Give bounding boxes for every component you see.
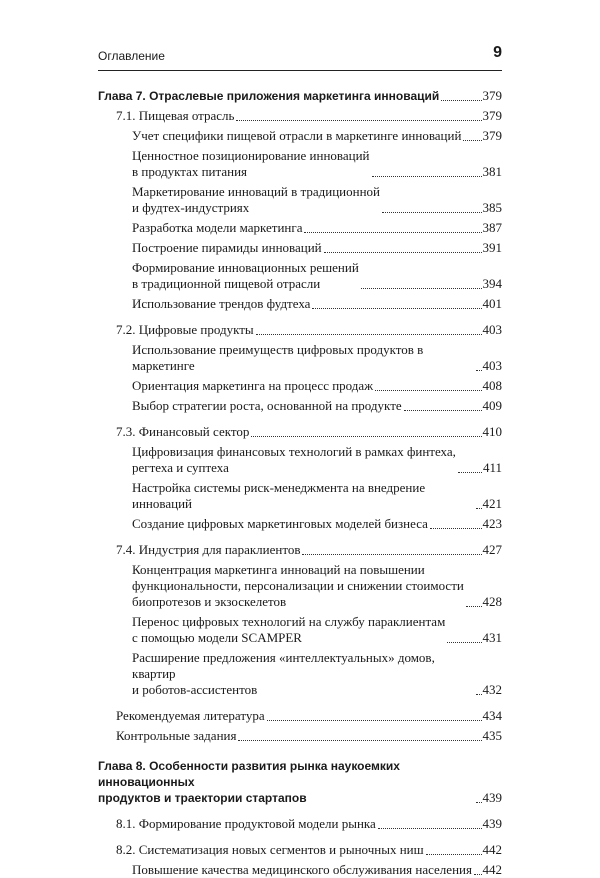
toc-entry-page: 408 bbox=[482, 378, 502, 393]
toc-entry-page: 421 bbox=[482, 496, 502, 511]
toc-entry-page: 391 bbox=[482, 240, 502, 255]
toc-leader-dots bbox=[476, 801, 482, 803]
toc-leader-dots bbox=[463, 139, 481, 141]
table-of-contents bbox=[98, 88, 502, 878]
toc-item[interactable] bbox=[98, 260, 502, 292]
toc-entry-title: Глава 8. Особенности развития рынка наукоемких инновационных продуктов и траектории стартапов bbox=[98, 759, 400, 805]
toc-entry-title: Использование преимуществ цифровых продуктов в маркетинге bbox=[132, 342, 424, 373]
toc-leader-dots bbox=[375, 389, 481, 391]
toc-leader-dots bbox=[382, 211, 482, 213]
toc-item[interactable] bbox=[98, 220, 502, 236]
toc-leader-dots bbox=[267, 719, 482, 721]
toc-entry-page: 423 bbox=[482, 516, 502, 531]
toc-entry-title: Выбор стратегии роста, основанной на продукте bbox=[132, 398, 402, 413]
toc-entry-page: 434 bbox=[482, 708, 502, 723]
toc-entry-page: 381 bbox=[482, 164, 502, 179]
toc-entry-title: Контрольные задания bbox=[116, 728, 237, 743]
toc-entry-title: 7.2. Цифровые продукты bbox=[116, 322, 254, 337]
toc-leader-dots bbox=[476, 507, 482, 509]
toc-entry-title: Учет специфики пищевой отрасли в маркетинге инноваций bbox=[132, 128, 462, 143]
toc-item[interactable] bbox=[98, 398, 502, 414]
toc-section-7-3[interactable] bbox=[98, 424, 502, 440]
toc-item[interactable] bbox=[98, 516, 502, 532]
toc-section-8-2[interactable] bbox=[98, 842, 502, 858]
toc-leader-dots bbox=[236, 119, 481, 121]
toc-chapter-7[interactable] bbox=[98, 88, 502, 104]
toc-item[interactable] bbox=[98, 184, 502, 216]
toc-section-7-2[interactable] bbox=[98, 322, 502, 338]
toc-leader-dots bbox=[304, 231, 481, 233]
toc-item[interactable] bbox=[98, 148, 502, 180]
toc-entry-title: Глава 7. Отраслевые приложения маркетинга инноваций bbox=[98, 89, 440, 103]
toc-entry-title: Цифровизация финансовых технологий в рамках финтеха, регтеха и суптеха bbox=[132, 444, 456, 475]
toc-entry-page: 387 bbox=[482, 220, 502, 235]
toc-entry-title: Маркетирование инноваций в традиционной и фудтех-индустриях bbox=[132, 184, 380, 215]
toc-leader-dots bbox=[476, 369, 482, 371]
toc-leader-dots bbox=[256, 333, 482, 335]
toc-entry-title: Использование трендов фудтеха bbox=[132, 296, 311, 311]
toc-entry-page: 442 bbox=[482, 862, 502, 877]
toc-entry-page: 439 bbox=[482, 790, 502, 805]
toc-entry-title: Формирование инновационных решений в традиционной пищевой отрасли bbox=[132, 260, 359, 291]
toc-entry-title: Создание цифровых маркетинговых моделей бизнеса bbox=[132, 516, 428, 531]
toc-leader-dots bbox=[251, 435, 481, 437]
toc-entry-title: Разработка модели маркетинга bbox=[132, 220, 303, 235]
toc-entry-page: 428 bbox=[482, 594, 502, 609]
toc-entry-title: 8.1. Формирование продуктовой модели рынка bbox=[116, 816, 376, 831]
toc-entry-title: 7.3. Финансовый сектор bbox=[116, 424, 250, 439]
toc-leader-dots bbox=[302, 553, 481, 555]
toc-leader-dots bbox=[426, 853, 482, 855]
toc-entry-title: 7.4. Индустрия для параклиентов bbox=[116, 542, 301, 557]
toc-item[interactable] bbox=[98, 614, 502, 646]
toc-item[interactable] bbox=[98, 562, 502, 610]
toc-control-tasks[interactable] bbox=[98, 728, 502, 744]
toc-entry-page: 431 bbox=[482, 630, 502, 645]
toc-entry-title: Концентрация маркетинга инноваций на повышении функциональности, персонализации и снижении стоимости биопротезов и экзоскелетов bbox=[132, 562, 464, 609]
toc-entry-page: 394 bbox=[482, 276, 502, 291]
running-header bbox=[98, 44, 502, 71]
toc-section-8-1[interactable] bbox=[98, 816, 502, 832]
toc-leader-dots bbox=[458, 471, 482, 473]
toc-item[interactable] bbox=[98, 128, 502, 144]
toc-item[interactable] bbox=[98, 296, 502, 312]
toc-leader-dots bbox=[404, 409, 482, 411]
toc-leader-dots bbox=[372, 175, 482, 177]
toc-entry-page: 427 bbox=[482, 542, 502, 557]
toc-entry-title: Перенос цифровых технологий на службу параклиентам с помощью модели SCAMPER bbox=[132, 614, 446, 645]
toc-entry-page: 403 bbox=[482, 322, 502, 337]
toc-leader-dots bbox=[474, 873, 482, 875]
toc-item[interactable] bbox=[98, 650, 502, 698]
toc-item[interactable] bbox=[98, 378, 502, 394]
toc-entry-title: Повышение качества медицинского обслуживания населения bbox=[132, 862, 472, 877]
toc-entry-title: Ориентация маркетинга на процесс продаж bbox=[132, 378, 374, 393]
toc-entry-page: 379 bbox=[482, 108, 502, 123]
toc-entry-page: 432 bbox=[482, 682, 502, 697]
toc-entry-title: 8.2. Систематизация новых сегментов и рыночных ниш bbox=[116, 842, 424, 857]
toc-entry-page: 442 bbox=[482, 842, 502, 857]
toc-item[interactable] bbox=[98, 240, 502, 256]
toc-leader-dots bbox=[466, 605, 482, 607]
toc-leader-dots bbox=[312, 307, 481, 309]
toc-leader-dots bbox=[361, 287, 482, 289]
toc-leader-dots bbox=[324, 251, 482, 253]
header-title: Оглавление bbox=[98, 49, 165, 63]
toc-entry-title: Расширение предложения «интеллектуальных» домов, квартир и роботов-ассистентов bbox=[132, 650, 435, 697]
toc-entry-page: 403 bbox=[482, 358, 502, 373]
toc-entry-page: 401 bbox=[482, 296, 502, 311]
page-number: 9 bbox=[493, 44, 502, 61]
toc-entry-page: 379 bbox=[482, 88, 502, 103]
toc-entry-page: 409 bbox=[482, 398, 502, 413]
toc-entry-page: 439 bbox=[482, 816, 502, 831]
toc-item[interactable] bbox=[98, 480, 502, 512]
toc-leader-dots bbox=[476, 693, 482, 695]
toc-leader-dots bbox=[430, 527, 482, 529]
toc-leader-dots bbox=[441, 99, 481, 101]
toc-entry-title: Ценностное позиционирование инноваций в продуктах питания bbox=[132, 148, 370, 179]
toc-leader-dots bbox=[447, 641, 481, 643]
toc-entry-page: 379 bbox=[482, 128, 502, 143]
toc-entry-title: 7.1. Пищевая отрасль bbox=[116, 108, 235, 123]
toc-item[interactable] bbox=[98, 342, 502, 374]
toc-item[interactable] bbox=[98, 862, 502, 878]
toc-section-7-4[interactable] bbox=[98, 542, 502, 558]
toc-section-7-1[interactable] bbox=[98, 108, 502, 124]
toc-entry-title: Настройка системы риск-менеджмента на внедрение инноваций bbox=[132, 480, 426, 511]
toc-entry-page: 411 bbox=[482, 460, 502, 475]
toc-entry-title: Рекомендуемая литература bbox=[116, 708, 265, 723]
toc-recommended-literature[interactable] bbox=[98, 708, 502, 724]
toc-chapter-8[interactable] bbox=[98, 758, 502, 806]
toc-entry-page: 435 bbox=[482, 728, 502, 743]
toc-entry-page: 410 bbox=[482, 424, 502, 439]
toc-item[interactable] bbox=[98, 444, 502, 476]
toc-leader-dots bbox=[378, 827, 482, 829]
toc-entry-page: 385 bbox=[482, 200, 502, 215]
toc-entry-title: Построение пирамиды инноваций bbox=[132, 240, 322, 255]
toc-leader-dots bbox=[238, 739, 481, 741]
